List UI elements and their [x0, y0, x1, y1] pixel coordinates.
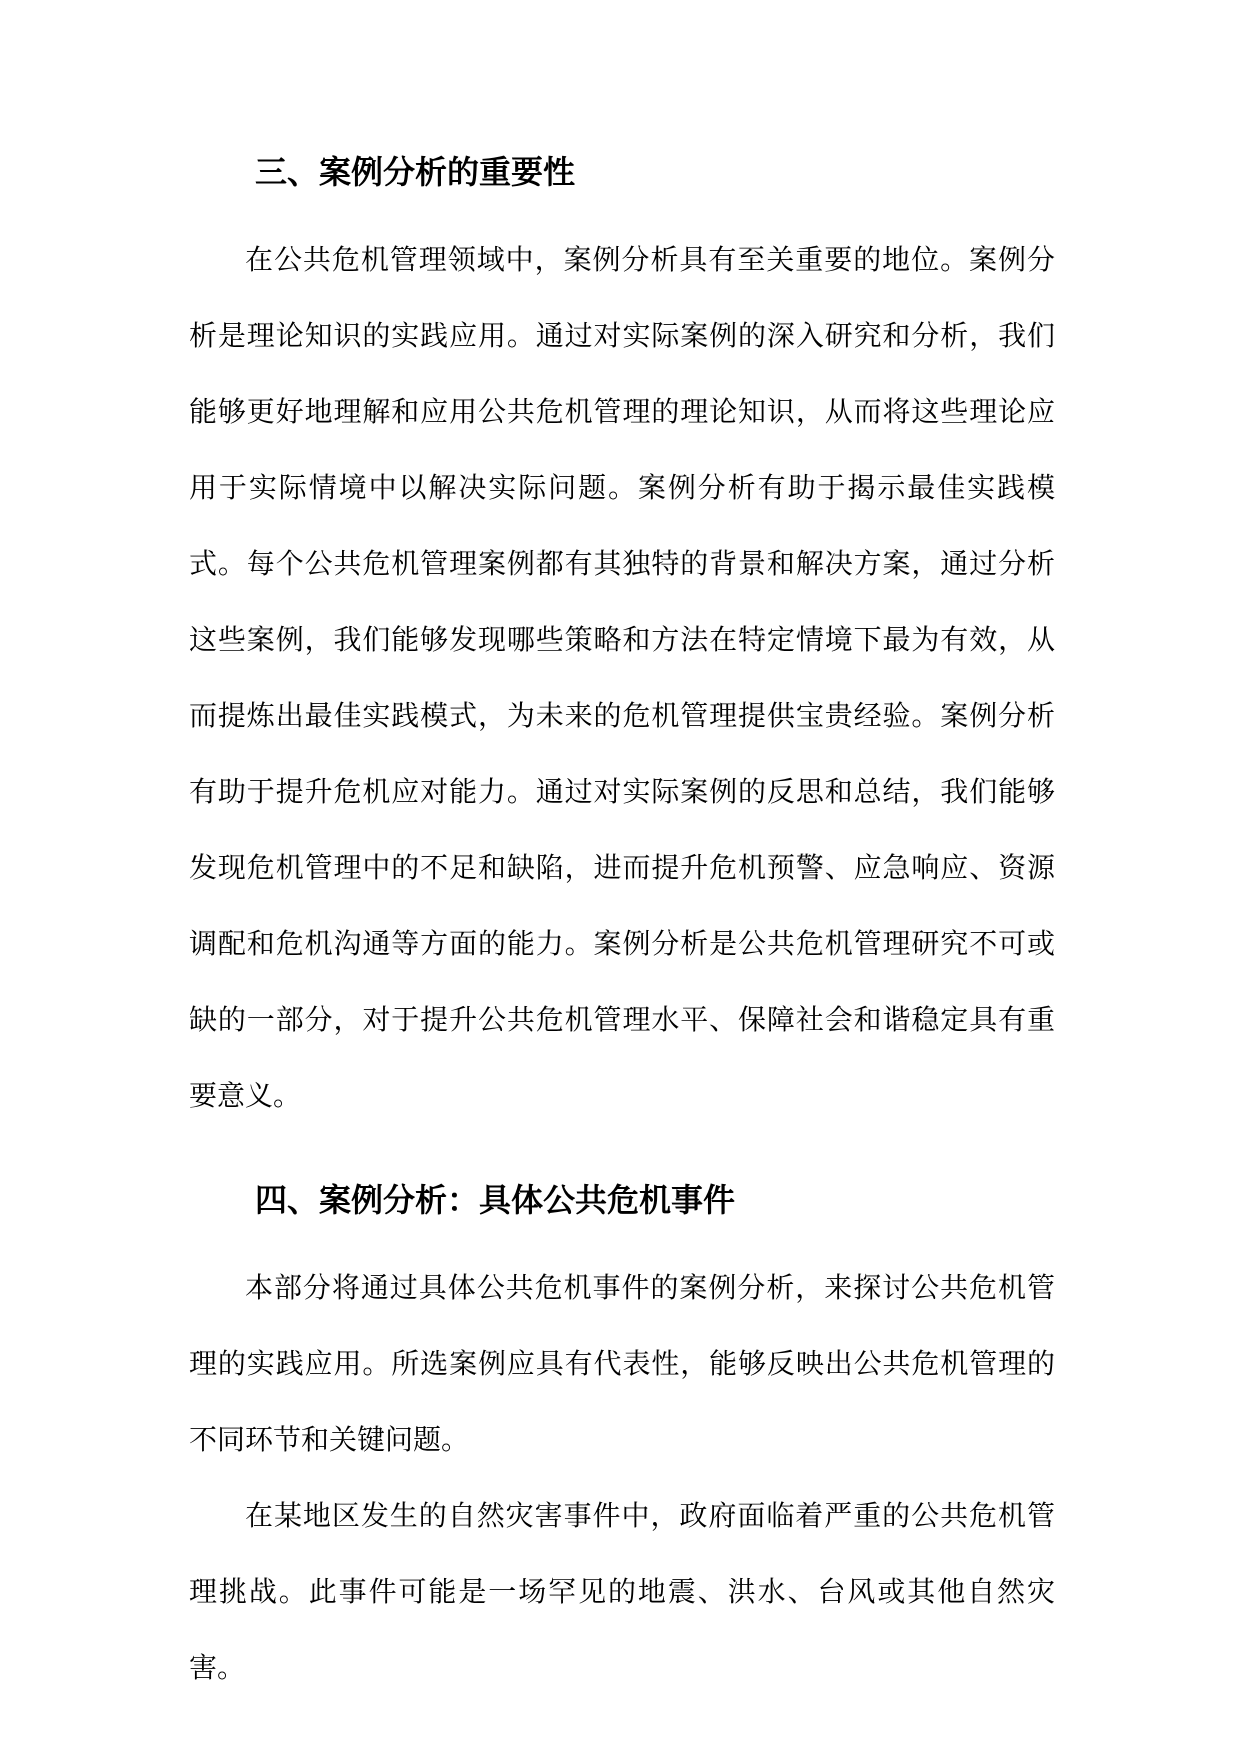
section-3-paragraph-1: 在公共危机管理领域中，案例分析具有至关重要的地位。案例分析是理论知识的实践应用。通过对实际案例的深入研究和分析，我们能够更好地理解和应用公共危机管理的理论知识，从而将这些理论应用于实际情境中以解决实际问题。案例分析有助于揭示最佳实践模式。每个公共危机管理案例都有其独特的背景和解决方案，通过分析这些案例，我们能够发现哪些策略和方法在特定情境下最为有效，从而提炼出最佳实践模式，为未来的危机管理提供宝贵经验。案例分析有助于提升危机应对能力。通过对实际案例的反思和总结，我们能够发现危机管理中的不足和缺陷，进而提升危机预警、应急响应、资源调配和危机沟通等方面的能力。案例分析是公共危机管理研究不可或缺的一部分，对于提升公共危机管理水平、保障社会和谐稳定具有重要意义。	[189, 243, 1055, 1112]
section-heading-4: 四、案例分析：具体公共危机事件	[255, 1181, 736, 1219]
section-heading-3: 三、案例分析的重要性	[255, 153, 576, 191]
section-4-paragraph-2: 在某地区发生的自然灾害事件中，政府面临着严重的公共危机管理挑战。此事件可能是一场罕见的地震、洪水、台风或其他自然灾害。	[189, 1499, 1055, 1684]
section-4-paragraph-1: 本部分将通过具体公共危机事件的案例分析，来探讨公共危机管理的实践应用。所选案例应具有代表性，能够反映出公共危机管理的不同环节和关键问题。	[189, 1271, 1055, 1456]
document-page	[189, 0, 1055, 1754]
